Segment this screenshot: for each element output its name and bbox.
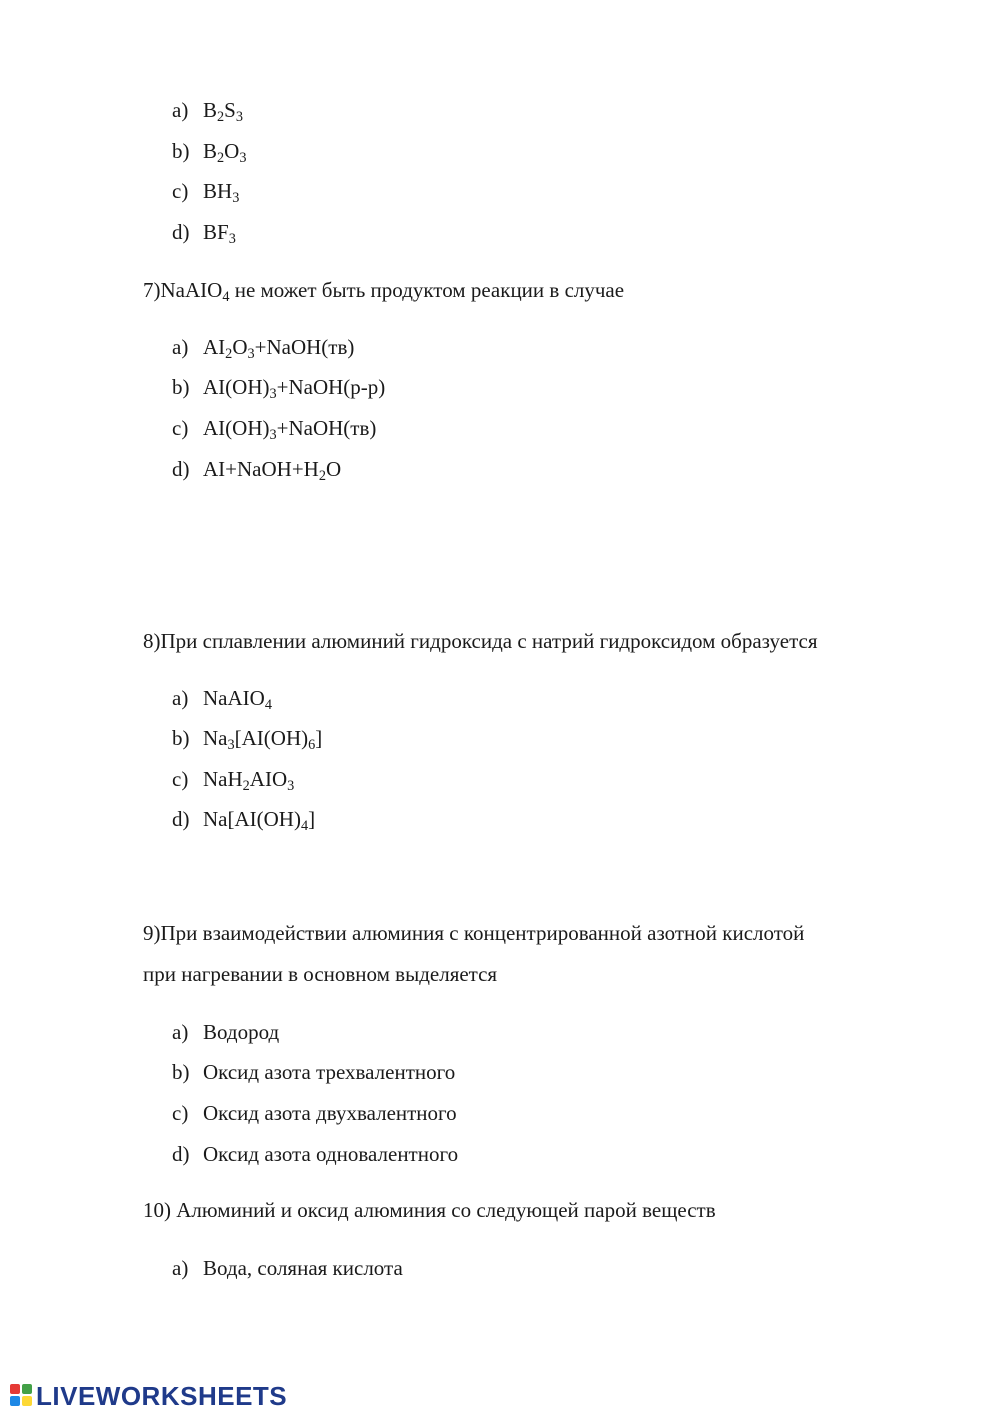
q6-option-b[interactable]: b) $B_2O_3$: [172, 139, 247, 166]
logo-square-green: [22, 1384, 32, 1394]
option-text: Оксид азота двухвалентного: [203, 1101, 457, 1125]
option-label: d): [172, 1142, 190, 1166]
option-label: a): [172, 1256, 189, 1280]
q9-option-d[interactable]: [172, 1141, 458, 1167]
q6-option-d[interactable]: d) $BF_3$: [172, 220, 236, 247]
q7-option-a[interactable]: a) $AI_2O_3+NaOH(тв)$: [172, 335, 355, 362]
q7-question: 7)NaAIO$_4$ не может быть продуктом реакции в случае: [143, 278, 625, 305]
option-label: a): [172, 686, 189, 710]
option-label: b): [172, 726, 190, 750]
option-label: d): [172, 220, 190, 244]
q6-option-c[interactable]: c) $BH_3$: [172, 179, 240, 206]
q8-question: 8)При сплавлении алюминий гидроксида с натрий гидроксидом образуется: [143, 629, 818, 653]
liveworksheets-logo-icon: [10, 1384, 34, 1408]
option-label: c): [172, 179, 189, 203]
logo-text: LIVEWORKSHEETS: [36, 1381, 288, 1411]
option-label: a): [172, 1020, 189, 1044]
option-label: d): [172, 457, 190, 481]
liveworksheets-logo[interactable]: [10, 1382, 287, 1410]
option-label: d): [172, 807, 190, 831]
q9-option-b[interactable]: [172, 1059, 455, 1085]
option-text: Водород: [203, 1020, 280, 1044]
option-label: c): [172, 416, 189, 440]
q10-question: 10) Алюминий и оксид алюминия со следующей парой веществ: [143, 1198, 716, 1222]
q6-option-a[interactable]: a) $B_2S_3$: [172, 98, 243, 125]
q9-question-line-1: 9)При взаимодействии алюминия с концентрированной азотной кислотой: [143, 921, 805, 945]
logo-square-yellow: [22, 1396, 32, 1406]
q8-option-d[interactable]: d) $Na[AI(OH)_4]$: [172, 807, 316, 834]
q10-option-a[interactable]: [172, 1255, 403, 1281]
option-label: a): [172, 335, 189, 359]
q7-option-c[interactable]: c) $AI(OH)_3+NaOH(тв)$: [172, 416, 377, 443]
option-label: b): [172, 139, 190, 163]
option-text: Вода, соляная кислота: [203, 1256, 403, 1280]
q8-option-c[interactable]: c) $NaH_2AIO_3$: [172, 767, 295, 794]
q8-option-a[interactable]: a) NaAIO$_4$: [172, 686, 272, 713]
q7-option-d[interactable]: d) $AI+NaOH+H_2O$: [172, 457, 342, 484]
logo-square-red: [10, 1384, 20, 1394]
option-label: c): [172, 1101, 189, 1125]
option-label: a): [172, 98, 189, 122]
option-text: Оксид азота одновалентного: [203, 1142, 459, 1166]
option-text: Оксид азота трехвалентного: [203, 1060, 456, 1084]
q9-option-c[interactable]: [172, 1100, 457, 1126]
option-label: b): [172, 1060, 190, 1084]
option-label: c): [172, 767, 189, 791]
logo-square-blue: [10, 1396, 20, 1406]
option-label: b): [172, 375, 190, 399]
q7-option-b[interactable]: b) $AI(OH)_3+NaOH(р-р)$: [172, 375, 386, 402]
q9-option-a[interactable]: [172, 1019, 279, 1045]
q8-option-b[interactable]: b) $Na_3[AI(OH)_6]$: [172, 726, 323, 753]
q9-question-line-2: при нагревании в основном выделяется: [143, 962, 498, 986]
